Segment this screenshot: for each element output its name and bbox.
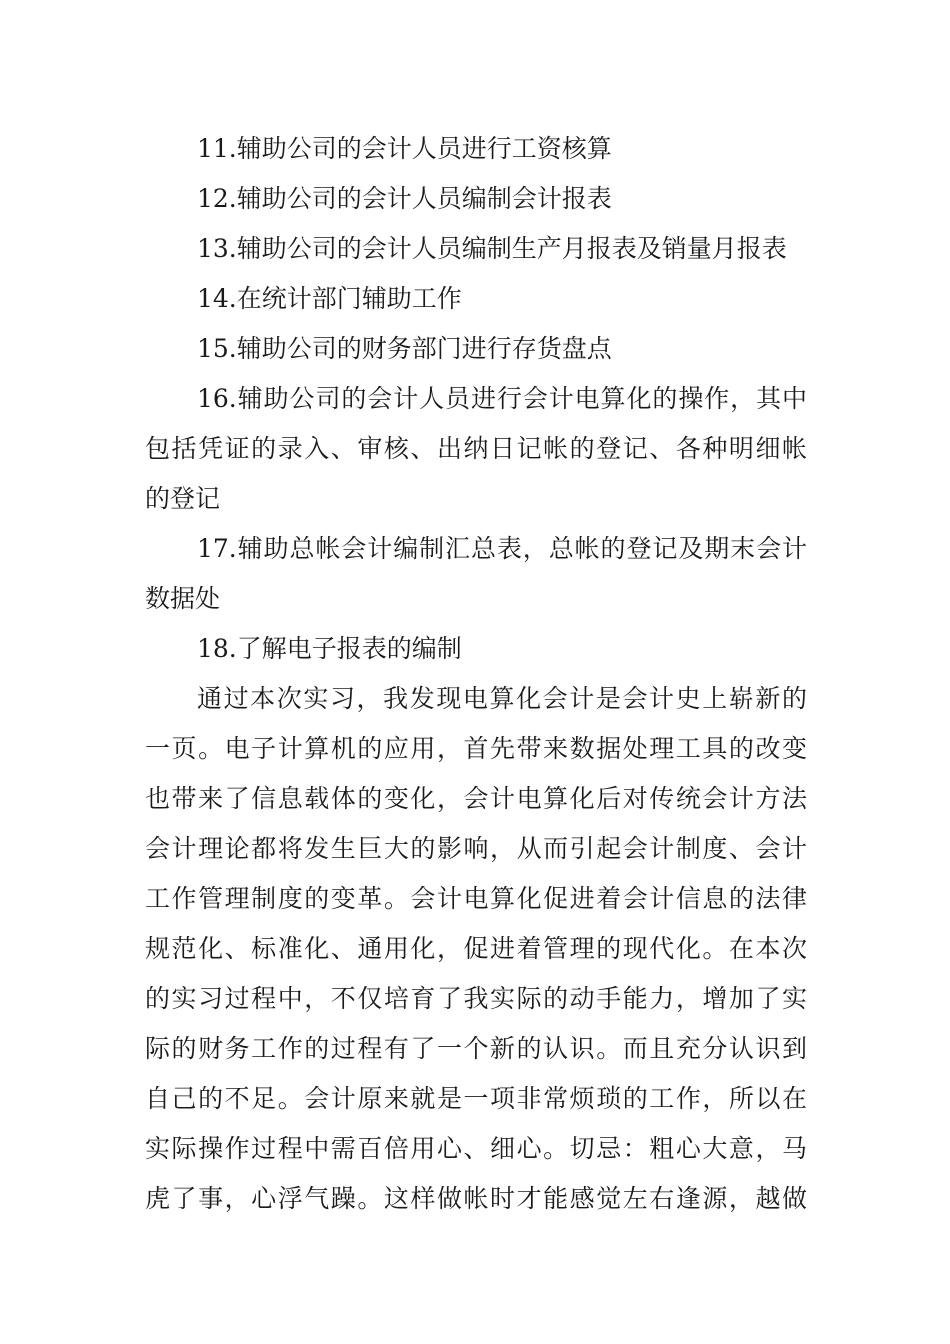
paragraph-line-5: 工作管理制度的变革。会计电算化促进着会计信息的法律 [145, 884, 807, 913]
paragraph-line-3: 也带来了信息载体的变化，会计电算化后对传统会计方法 [145, 784, 807, 813]
paragraph-line-2: 一页。电子计算机的应用，首先带来数据处理工具的改变 [145, 734, 807, 763]
document-body [145, 124, 807, 1224]
list-item-14: 14.在统计部门辅助工作 [197, 284, 462, 313]
paragraph-line-10: 实际操作过程中需百倍用心、细心。切忌：粗心大意，马 [145, 1134, 807, 1163]
paragraph-line-11: 虎了事，心浮气躁。这样做帐时才能感觉左右逢源，越做 [145, 1184, 807, 1213]
list-item-16-line-3: 的登记 [145, 484, 221, 513]
list-item-17-line-2: 数据处 [145, 584, 221, 613]
list-item-13: 13.辅助公司的会计人员编制生产月报表及销量月报表 [197, 234, 787, 263]
paragraph-line-6: 规范化、标准化、通用化，促进着管理的现代化。在本次 [145, 934, 807, 963]
paragraph-line-7: 的实习过程中，不仅培育了我实际的动手能力，增加了实 [145, 984, 807, 1013]
paragraph-line-8: 际的财务工作的过程有了一个新的认识。而且充分认识到 [145, 1034, 807, 1063]
paragraph-line-1: 通过本次实习，我发现电算化会计是会计史上崭新的 [197, 684, 807, 713]
list-item-16-line-1: 16.辅助公司的会计人员进行会计电算化的操作，其中 [197, 384, 807, 413]
list-item-11: 11.辅助公司的会计人员进行工资核算 [197, 134, 612, 163]
list-item-12: 12.辅助公司的会计人员编制会计报表 [197, 184, 612, 213]
list-item-18: 18.了解电子报表的编制 [197, 634, 462, 663]
paragraph-line-4: 会计理论都将发生巨大的影响，从而引起会计制度、会计 [145, 834, 807, 863]
list-item-15: 15.辅助公司的财务部门进行存货盘点 [197, 334, 612, 363]
list-item-16-line-2: 包括凭证的录入、审核、出纳日记帐的登记、各种明细帐 [145, 434, 807, 463]
list-item-17-line-1: 17.辅助总帐会计编制汇总表，总帐的登记及期末会计 [197, 534, 807, 563]
paragraph-line-9: 自己的不足。会计原来就是一项非常烦琐的工作，所以在 [145, 1084, 807, 1113]
